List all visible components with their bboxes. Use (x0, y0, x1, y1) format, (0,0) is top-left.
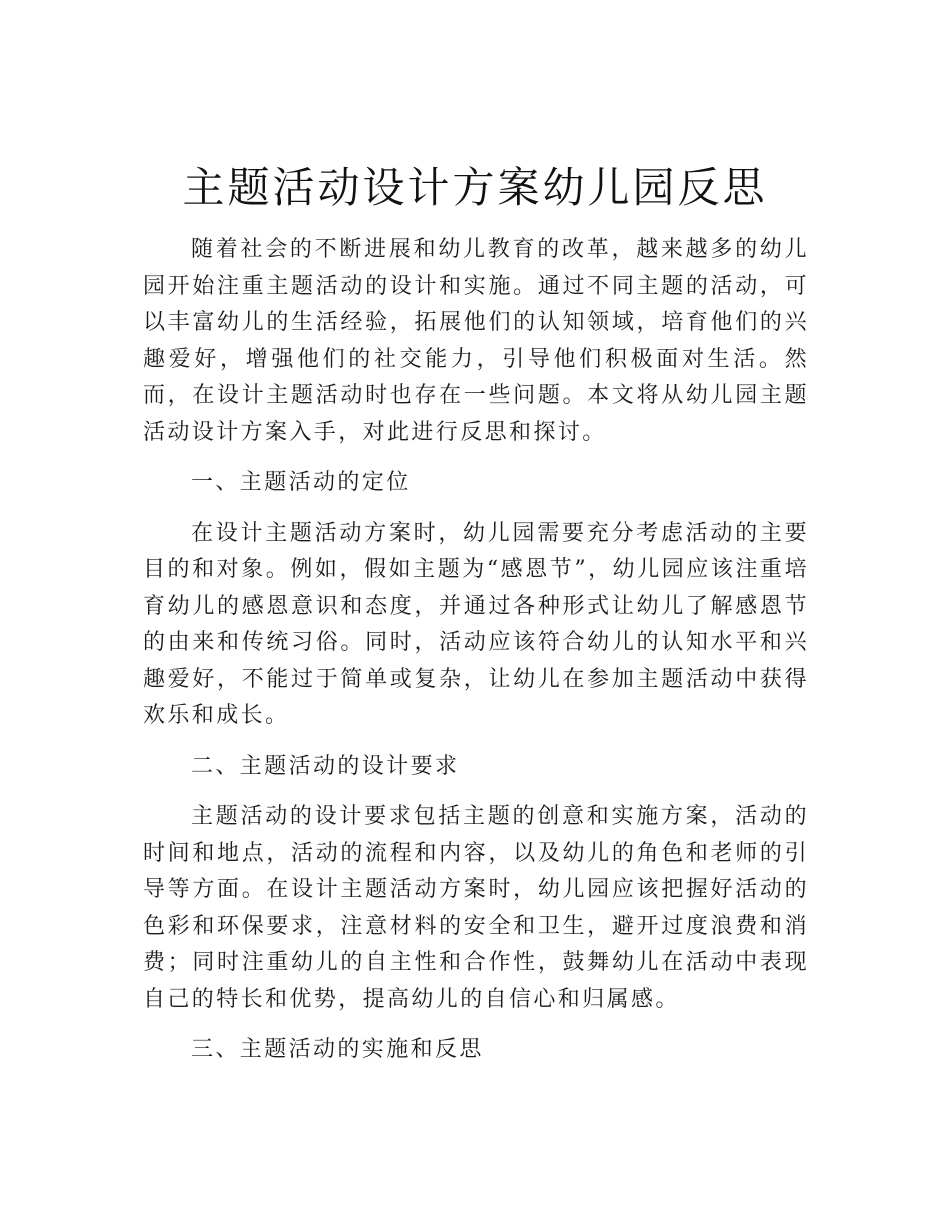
document-body (143, 232, 809, 1083)
section-heading-positioning: 一、主题活动的定位 (191, 470, 411, 495)
section-heading-implementation: 三、主题活动的实施和反思 (191, 1037, 484, 1062)
section-body-positioning: 在设计主题活动方案时，幼儿园需要充分考虑活动的主要目的和对象。例如，假如主题为“感恩节”，幼儿园应该注重培育幼儿的感恩意识和态度，并通过各种形式让幼儿了解感恩节的由来和传统习俗。同时，活动应该符合幼儿的认知水平和兴趣爱好，不能过于简单或复杂，让幼儿在参加主题活动中获得欢乐和成长。 (143, 520, 809, 728)
section-body-design-requirements: 主题活动的设计要求包括主题的创意和实施方案，活动的时间和地点，活动的流程和内容，以及幼儿的角色和老师的引导等方面。在设计主题活动方案时，幼儿园应该把握好活动的色彩和环保要求，注意材料的安全和卫生，避开过度浪费和消费；同时注重幼儿的自主性和合作性，鼓舞幼儿在活动中表现自己的特长和优势，提高幼儿的自信心和归属感。 (143, 804, 809, 1012)
section-heading-design-requirements: 二、主题活动的设计要求 (191, 753, 460, 779)
intro-paragraph: 随着社会的不断进展和幼儿教育的改革，越来越多的幼儿园开始注重主题活动的设计和实施。通过不同主题的活动，可以丰富幼儿的生活经验，拓展他们的认知领域，培育他们的兴趣爱好，增强他们的社交能力，引导他们积极面对生活。然而，在设计主题活动时也存在一些问题。本文将从幼儿园主题活动设计方案入手，对此进行反思和探讨。 (143, 237, 809, 445)
document-title: 主题活动设计方案幼儿园反思 (182, 163, 768, 212)
